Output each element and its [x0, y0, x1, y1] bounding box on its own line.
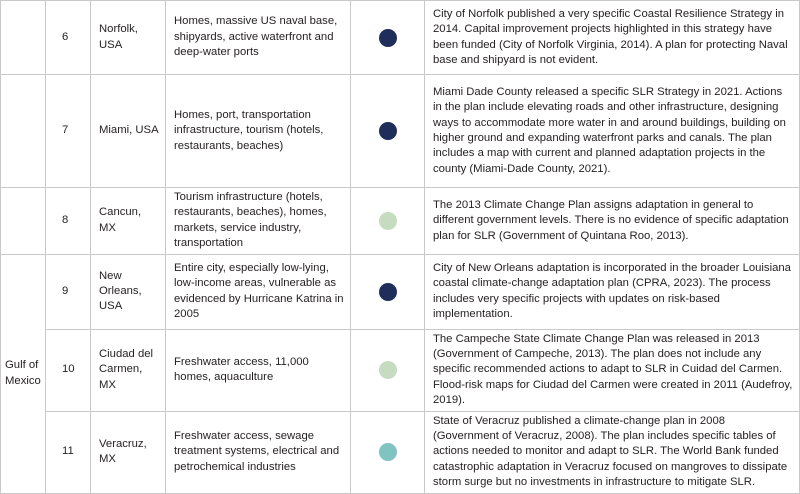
region-label: Gulf of Mexico: [1, 254, 46, 493]
city-name: Cancun, MX: [91, 188, 166, 255]
status-cell: [351, 1, 425, 75]
table-row: [1, 75, 800, 188]
assets-at-risk: Tourism infrastructure (hotels, restaurants, beaches), homes, markets, service industry, transportation: [166, 188, 351, 255]
status-cell: [351, 188, 425, 255]
table-row: [1, 1, 800, 75]
row-number: 11: [46, 411, 91, 493]
row-number: 8: [46, 188, 91, 255]
status-cell: [351, 329, 425, 411]
status-cell: [351, 75, 425, 188]
status-dot-icon: [379, 283, 397, 301]
city-name: New Orleans, USA: [91, 254, 166, 329]
status-dot-icon: [379, 122, 397, 140]
status-dot-icon: [379, 443, 397, 461]
city-name: Veracruz, MX: [91, 411, 166, 493]
table-row: [1, 411, 800, 493]
table-row: [1, 329, 800, 411]
region-cell: [1, 75, 46, 188]
region-cell: [1, 188, 46, 255]
adaptation-description: The Campeche State Climate Change Plan was released in 2013 (Government of Campeche, 2013). The plan does not include any specific recommended actions to adapt to SLR in Cuidad del Carmen. Flood-risk maps for Ciudad del Carmen were created in 2011 (Audefroy, 2019).: [425, 329, 800, 411]
city-name: Ciudad del Carmen, MX: [91, 329, 166, 411]
status-dot-icon: [379, 361, 397, 379]
adaptation-description: City of Norfolk published a very specific Coastal Resilience Strategy in 2014. Capital improvement projects highlighted in this strategy have been funded (City of Norfolk Virginia, 2014). A plan for protecting Naval base and shipyard is not evident.: [425, 1, 800, 75]
row-number: 10: [46, 329, 91, 411]
status-cell: [351, 411, 425, 493]
status-dot-icon: [379, 212, 397, 230]
assets-at-risk: Entire city, especially low-lying, low-income areas, vulnerable as evidenced by Hurricane Katrina in 2005: [166, 254, 351, 329]
status-dot-icon: [379, 29, 397, 47]
adaptation-description: The 2013 Climate Change Plan assigns adaptation in general to different government levels. There is no evidence of specific adaptation plan for SLR (Government of Quintana Roo, 2013).: [425, 188, 800, 255]
city-name: Norfolk, USA: [91, 1, 166, 75]
assets-at-risk: Homes, massive US naval base, shipyards, active waterfront and deep-water ports: [166, 1, 351, 75]
region-cell: [1, 1, 46, 75]
status-cell: [351, 254, 425, 329]
table-row: [1, 188, 800, 255]
adaptation-description: State of Veracruz published a climate-change plan in 2008 (Government of Veracruz, 2008). The plan includes specific tables of actions needed to monitor and adapt to SLR. The World Bank funded catastrophic adaptation in Veracruz focused on mangroves to dissipate storm surge but no investments in infrastructure to mitigate SLR.: [425, 411, 800, 493]
assets-at-risk: Freshwater access, 11,000 homes, aquaculture: [166, 329, 351, 411]
assets-at-risk: Freshwater access, sewage treatment systems, electrical and petrochemical industries: [166, 411, 351, 493]
adaptation-description: City of New Orleans adaptation is incorporated in the broader Louisiana coastal climate-change adaptation plan (CPRA, 2023). The process includes very specific projects with updates on risk-based implementation.: [425, 254, 800, 329]
row-number: 7: [46, 75, 91, 188]
city-name: Miami, USA: [91, 75, 166, 188]
row-number: 6: [46, 1, 91, 75]
row-number: 9: [46, 254, 91, 329]
table-row: [1, 254, 800, 329]
adaptation-description: Miami Dade County released a specific SLR Strategy in 2021. Actions in the plan include elevating roads and other infrastructure, designing ways to accommodate more water in and around buildings, building on higher ground and expanding waterfront parks and canals. The plan includes a map with current and planned adaptation projects in the county (Miami-Dade County, 2021).: [425, 75, 800, 188]
assets-at-risk: Homes, port, transportation infrastructure, tourism (hotels, restaurants, beaches): [166, 75, 351, 188]
